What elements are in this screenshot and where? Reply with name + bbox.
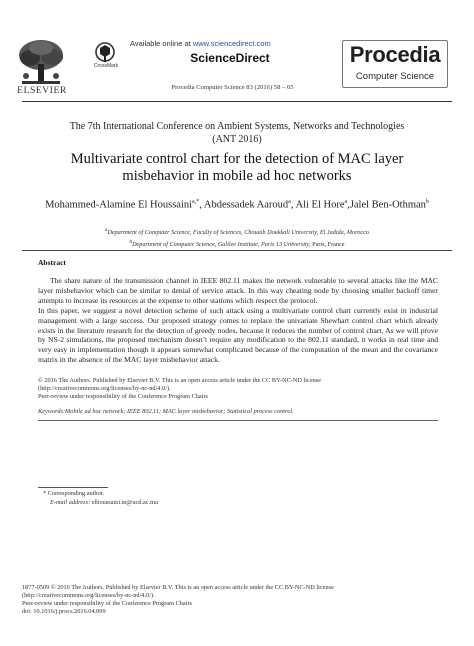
author-mark: b (425, 199, 429, 205)
affiliation-location: Paris, France (312, 240, 345, 248)
author-separator: , (290, 199, 296, 211)
footer-doi-link[interactable]: doi: 10.1016/j.procs.2016.04.099 (22, 608, 106, 615)
author-list (22, 195, 452, 213)
crossmark-icon[interactable] (95, 42, 115, 64)
footer-issn-line: 1877-0509 © 2016 The Authors. Published by Elsevier B.V. This is an open access article under the CC BY-NC-ND license (22, 584, 334, 591)
abstract-body (38, 276, 438, 365)
copyright-line: © 2016 The Authors. Published by Elsevier B.V. This is an open access article under the CC BY-NC-ND license (38, 377, 322, 384)
paper-title (50, 151, 424, 185)
header-divider (22, 101, 452, 102)
footer-peer-review-line: Peer-review under responsibility of the Conference Program Chairs (22, 600, 193, 607)
author-separator: , (347, 199, 350, 211)
footer-license-link[interactable]: (http://creativecommons.org/licenses/by-nc-nd/4.0/). (22, 592, 155, 599)
elsevier-tree-logo (12, 38, 70, 86)
journal-logo-subtitle: Computer Science (355, 71, 435, 82)
publisher-name: ELSEVIER (17, 86, 67, 96)
title-line: Multivariate control chart for the detection of MAC layer (70, 151, 404, 167)
abstract-paragraph: The share nature of the transmission channel in IEEE 802.11 makes the network vulnerable to several attacks like the MAC layer misbehavior which can be similar to denial of service attack. In this way cheating node by choosing smaller backoff timer attempts to increase its resources at the expense to other stations which respect the protocol. (38, 276, 438, 305)
author-name: Jalel Ben-Othman (349, 199, 426, 211)
conference-line: The 7th International Conference on Ambient Systems, Networks and Technologies (69, 121, 405, 132)
journal-logo-title: Procedia (349, 42, 441, 67)
sciencedirect-url-link[interactable]: www.sciencedirect.com (192, 39, 271, 48)
author-name: Mohammed-Alamine El Houssaini (45, 199, 193, 211)
page-footer (22, 584, 462, 616)
affiliation-text: Department of Computer Science, Galilee Institute, Paris 13 University, (132, 240, 313, 248)
corresponding-author-note: * Corresponding author. (43, 490, 105, 497)
email-line (50, 499, 158, 507)
availability-line (130, 39, 310, 48)
email-address-link[interactable]: elhoussaini.m@ucd.ac.ma (90, 499, 158, 506)
author-mark: a (344, 199, 348, 205)
affiliation-line (40, 226, 434, 238)
conference-name (40, 121, 434, 146)
affiliation-mark: a (105, 227, 108, 233)
affiliation-line (40, 238, 434, 250)
author-separator: , (199, 199, 204, 211)
author-name: Abdessadek Aaroud (203, 199, 289, 211)
author-mark: a,* (192, 199, 200, 205)
copyright-notice (38, 377, 438, 401)
crossmark-label: CrossMark (93, 63, 119, 69)
affiliation-mark: b (129, 238, 133, 245)
author-mark: a (288, 199, 291, 205)
availability-prefix: Available online at (130, 39, 193, 48)
abstract-divider (22, 250, 452, 251)
license-link[interactable]: (http://creativecommons.org/licenses/by-nc-nd/4.0/). (38, 385, 171, 392)
peer-review-line: Peer-review under responsibility of the Conference Program Chairs (38, 393, 209, 400)
email-label: E-mail address: (50, 499, 91, 506)
conference-line: (ANT 2016) (212, 133, 262, 145)
abstract-paragraph: In this paper, we suggest a novel detection scheme of such attack using a multivariate control chart currently exist in industrial management with a large success. Our proposed strategy comes to replace the univariate Shewhart control chart which already exists in the literature research for the detection of greedy nodes, because it reduces the number of control chart. As we will prove by NS-2 simulations, the proposed mechanism doesn’t require any modification to the 802.11 standard, it works in real time and very easy in implementation though it appears somewhat complicated because of the computation of the mean and the covariance matrix in the absence of the MAC layer misbehavior attack. (38, 305, 438, 365)
keywords-divider (38, 420, 438, 421)
affiliations (40, 226, 434, 249)
keywords: Keywords:Mobile ad hoc network; IEEE 802.11; MAC layer misbehavior; Statistical process control. (38, 408, 294, 415)
author-name: Ali El Hore (295, 199, 345, 211)
journal-citation: Procedia Computer Science 83 (2016) 58 – 65 (171, 84, 294, 91)
title-line: misbehavior in mobile ad hoc networks (122, 168, 352, 184)
sciencedirect-wordmark: ScienceDirect (190, 51, 270, 65)
affiliation-text: Department of Computer Science, Faculty of Sciences, Chouaib Doukkali University, El Jadida, Morocco (107, 229, 369, 237)
footnote-divider (38, 487, 108, 488)
abstract-heading: Abstract (38, 258, 66, 267)
